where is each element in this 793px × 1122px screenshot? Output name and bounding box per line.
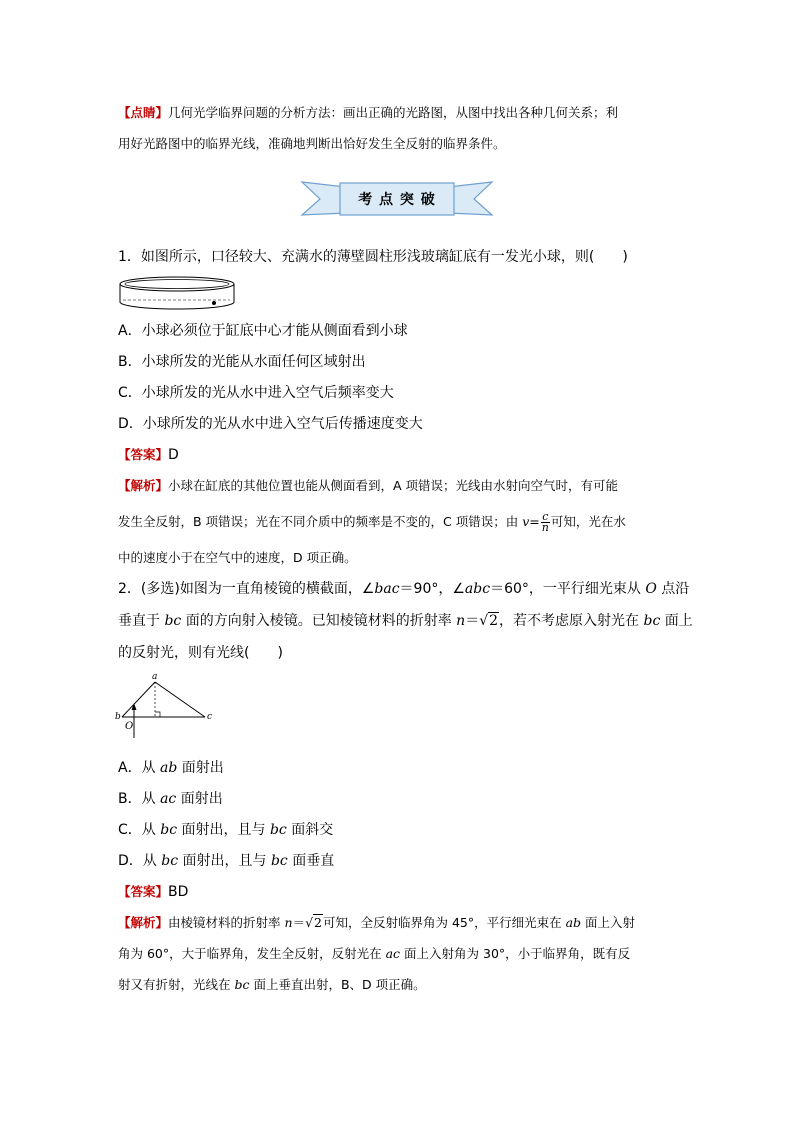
q2-an-2a: 角为 60°，大于临界角，发生全反射，反射光在 xyxy=(118,946,386,961)
q2-option-b xyxy=(118,789,223,809)
q2-stem-2d: ，若不考虑原入射光在 xyxy=(499,613,644,629)
prism-label-a: a xyxy=(152,672,158,682)
q2-stem-2b: 面的方向射入棱镜。已知棱镜材料的折射率 xyxy=(181,613,457,629)
q2-answer xyxy=(118,882,188,902)
q1-option-c: C．小球所发的光从水中进入空气后频率变大 xyxy=(118,385,394,401)
prism-label-b: b xyxy=(115,712,121,722)
q2-stem-1 xyxy=(118,579,689,599)
q2-optA-1: A．从 xyxy=(118,760,161,776)
tip-text-1: 几何光学临界问题的分析方法：画出正确的光路图，从图中找出各种几何关系；利 xyxy=(168,105,619,120)
q2-stem-2a: 垂直于 xyxy=(118,613,165,629)
q2-stem-1c: ＝60°，一平行细光束从 xyxy=(490,581,646,597)
q2-analysis-2 xyxy=(118,944,630,964)
q2-an-sqrt xyxy=(305,914,323,930)
q2-sqrt xyxy=(479,612,499,629)
q2-analysis-1 xyxy=(118,913,635,933)
q2-optD-face-2: bc xyxy=(270,853,288,869)
q2-an-n: n xyxy=(284,915,293,930)
q2-answer-value: BD xyxy=(168,884,189,900)
q2-optC-1: C．从 xyxy=(118,822,161,838)
banner-title: 考 点 突 破 xyxy=(358,192,436,208)
q2-figure-prism xyxy=(112,672,217,740)
q2-face-bc-2: bc xyxy=(643,613,661,629)
q2-option-a xyxy=(118,758,224,778)
q1-analysis-text-2a: 发生全反射，B 项错误；光在不同介质中的频率是不变的，C 项错误；由 xyxy=(118,514,523,529)
q2-an-1b: ＝ xyxy=(292,915,306,930)
an-sqrt-sign: √ xyxy=(305,915,314,930)
q1-figure-tank xyxy=(118,275,236,315)
q2-an-3a: 射又有折射，光线在 xyxy=(118,977,235,992)
tip-line-1 xyxy=(118,103,618,123)
q1-equals: = xyxy=(529,514,540,529)
q2-var-n: n xyxy=(456,613,466,629)
q1-answer-value: D xyxy=(168,447,179,463)
q2-an-3b: 面上垂直出射，B、D 项正确。 xyxy=(249,977,426,992)
q1-option-d: D．小球所发的光从水中进入空气后传播速度变大 xyxy=(118,416,423,432)
q2-stem-2 xyxy=(118,611,693,631)
q1-option-b: B．小球所发的光能从水面任何区域射出 xyxy=(118,354,366,370)
q1-var-v: v xyxy=(522,514,530,529)
q2-an-1c: 可知，全反射临界角为 45°，平行细光束在 xyxy=(323,915,566,930)
tip-line-2 xyxy=(118,134,506,154)
q2-stem-2e: 面上 xyxy=(660,613,693,629)
q1-option-a: A．小球必须位于缸底中心才能从侧面看到小球 xyxy=(118,323,408,339)
q1-analysis-text-1: 小球在缸底的其他位置也能从侧面看到，A 项错误；光线由水射向空气时，有可能 xyxy=(168,478,619,493)
q2-optA-2: 面射出 xyxy=(177,760,224,776)
q2-stem-2c: ＝ xyxy=(465,613,480,629)
q2-option-d xyxy=(118,851,334,871)
q2-optD-face: bc xyxy=(161,853,179,869)
sqrt-sign: √ xyxy=(479,613,489,629)
tip-text-2: 用好光路图中的临界光线，准确地判断出恰好发生全反射的临界条件。 xyxy=(118,136,506,151)
q2-optA-face: ab xyxy=(160,760,178,776)
sqrt-value: 2 xyxy=(489,613,499,629)
q2-an-ab: ab xyxy=(565,915,582,930)
q2-optC-2: 面射出，且与 xyxy=(177,822,270,838)
tip-tag: 【点睛】 xyxy=(118,105,169,120)
q2-analysis-3 xyxy=(118,975,426,995)
q1-fraction xyxy=(541,512,550,533)
q2-an-1a: 由棱镜材料的折射率 xyxy=(168,915,285,930)
q1-stem: 1．如图所示，口径较大、充满水的薄壁圆柱形浅玻璃缸底有一发光小球，则( ) xyxy=(118,249,628,265)
q1-analysis-text-2b: 可知，光在水 xyxy=(550,514,626,529)
q2-stem-1b: ＝90°，∠ xyxy=(399,581,465,597)
q2-option-c xyxy=(118,820,333,840)
q1-analysis-text-3: 中的速度小于在空气中的速度，D 项正确。 xyxy=(118,550,357,565)
q1-analysis-3 xyxy=(118,548,357,568)
q2-analysis-tag: 【解析】 xyxy=(118,915,169,930)
q2-face-bc: bc xyxy=(164,613,182,629)
q2-stem-1a: 2．(多选)如图为一直角棱镜的横截面，∠ xyxy=(118,581,375,597)
an-sqrt-value: 2 xyxy=(314,915,322,930)
q2-optB-2: 面射出 xyxy=(176,791,223,807)
q2-point-o: O xyxy=(645,581,657,597)
q2-optD-1: D．从 xyxy=(118,853,162,869)
q1-analysis-1 xyxy=(118,476,618,496)
q2-an-1d: 面上入射 xyxy=(581,915,636,930)
q2-optD-2: 面射出，且与 xyxy=(178,853,271,869)
q2-optB-1: B．从 xyxy=(118,791,161,807)
q1-frac-num: c xyxy=(542,510,549,523)
q2-stem-1d: 点沿 xyxy=(656,581,690,597)
q1-analysis-2 xyxy=(118,512,626,533)
q1-answer-tag: 【答案】 xyxy=(118,447,169,462)
q2-an-bc: bc xyxy=(234,977,250,992)
q2-stem-3: 的反射光，则有光线( ) xyxy=(118,645,283,661)
q2-optC-3: 面斜交 xyxy=(286,822,334,838)
q2-an-2b: 面上入射角为 30°，小于临界角，既有反 xyxy=(400,946,631,961)
q1-frac-den: n xyxy=(541,521,549,534)
q1-answer xyxy=(118,445,179,465)
q1-analysis-tag: 【解析】 xyxy=(118,478,169,493)
q2-optD-3: 面垂直 xyxy=(287,853,335,869)
q2-angle-bac: bac xyxy=(374,581,400,597)
q2-optC-face-2: bc xyxy=(269,822,287,838)
prism-label-o: O xyxy=(125,721,134,732)
q2-optB-face: ac xyxy=(160,791,177,807)
q2-optC-face: bc xyxy=(160,822,178,838)
q2-answer-tag: 【答案】 xyxy=(118,884,169,899)
q2-an-ac: ac xyxy=(385,946,401,961)
section-banner xyxy=(300,179,494,219)
prism-label-c: c xyxy=(207,712,213,722)
q2-angle-abc: abc xyxy=(464,581,491,597)
